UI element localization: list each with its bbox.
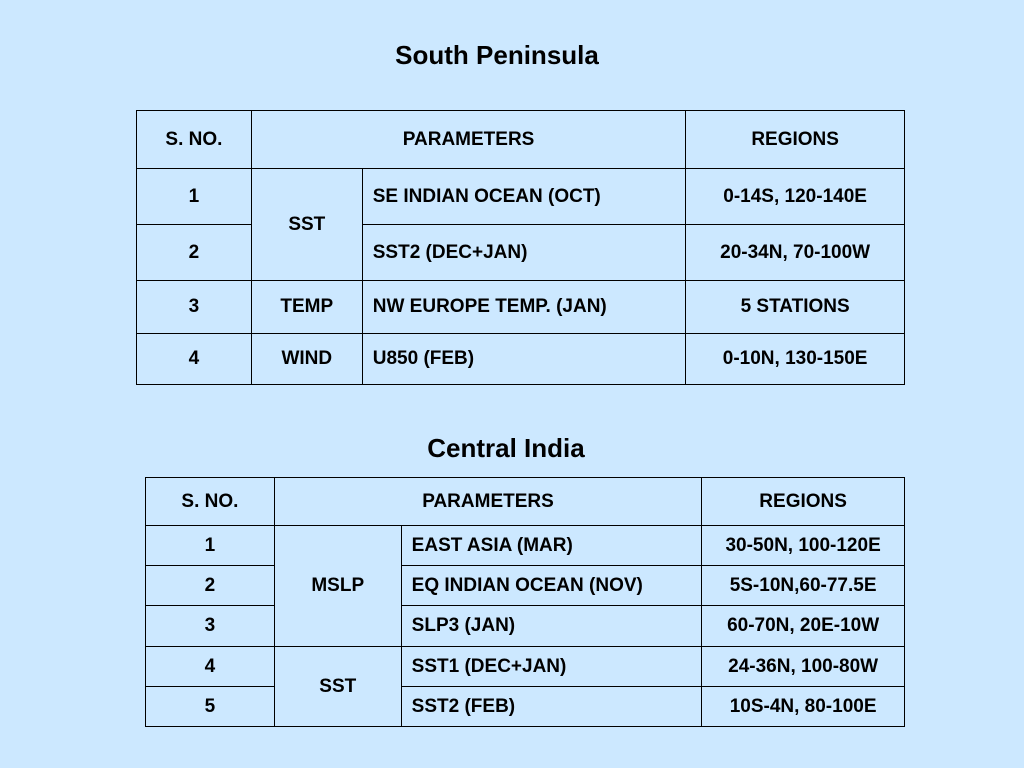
cell-sno: 1	[137, 169, 252, 225]
cell-parameter: SST2 (FEB)	[401, 687, 702, 727]
cell-group: SST	[251, 169, 362, 281]
cell-region: 30-50N, 100-120E	[702, 526, 905, 566]
table-row	[137, 169, 905, 225]
section-title-south-peninsula: South Peninsula	[395, 40, 599, 70]
cell-region: 5S-10N,60-77.5E	[702, 566, 905, 606]
table-row	[146, 526, 905, 566]
cell-group: MSLP	[274, 526, 401, 647]
cell-group: WIND	[251, 334, 362, 385]
cell-region: 0-10N, 130-150E	[686, 334, 905, 385]
cell-parameter: SLP3 (JAN)	[401, 606, 702, 647]
cell-region: 5 STATIONS	[686, 281, 905, 334]
cell-region: 0-14S, 120-140E	[686, 169, 905, 225]
cell-region: 10S-4N, 80-100E	[702, 687, 905, 727]
header-sno: S. NO.	[137, 111, 252, 169]
header-parameters: PARAMETERS	[251, 111, 685, 169]
header-parameters: PARAMETERS	[274, 478, 701, 526]
cell-parameter: SE INDIAN OCEAN (OCT)	[362, 169, 686, 225]
cell-parameter: EAST ASIA (MAR)	[401, 526, 702, 566]
cell-sno: 3	[146, 606, 275, 647]
cell-parameter: NW EUROPE TEMP. (JAN)	[362, 281, 686, 334]
header-regions: REGIONS	[702, 478, 905, 526]
cell-parameter: SST2 (DEC+JAN)	[362, 225, 686, 281]
cell-sno: 5	[146, 687, 275, 727]
table-row	[146, 566, 905, 606]
table-row	[146, 687, 905, 727]
table-row	[137, 334, 905, 385]
cell-sno: 1	[146, 526, 275, 566]
cell-parameter: EQ INDIAN OCEAN (NOV)	[401, 566, 702, 606]
cell-group: TEMP	[251, 281, 362, 334]
cell-parameter: SST1 (DEC+JAN)	[401, 647, 702, 687]
cell-sno: 4	[146, 647, 275, 687]
table-row	[146, 606, 905, 647]
cell-parameter: U850 (FEB)	[362, 334, 686, 385]
section-title-central-india: Central India	[427, 433, 585, 463]
cell-sno: 2	[137, 225, 252, 281]
cell-region: 24-36N, 100-80W	[702, 647, 905, 687]
cell-sno: 4	[137, 334, 252, 385]
cell-sno: 2	[146, 566, 275, 606]
cell-region: 60-70N, 20E-10W	[702, 606, 905, 647]
central-india-table	[145, 477, 905, 727]
cell-sno: 3	[137, 281, 252, 334]
south-peninsula-table	[136, 110, 905, 385]
table-header-row	[137, 111, 905, 169]
cell-region: 20-34N, 70-100W	[686, 225, 905, 281]
header-regions: REGIONS	[686, 111, 905, 169]
header-sno: S. NO.	[146, 478, 275, 526]
table-row	[137, 281, 905, 334]
cell-group: SST	[274, 647, 401, 727]
table-header-row	[146, 478, 905, 526]
table-row	[146, 647, 905, 687]
